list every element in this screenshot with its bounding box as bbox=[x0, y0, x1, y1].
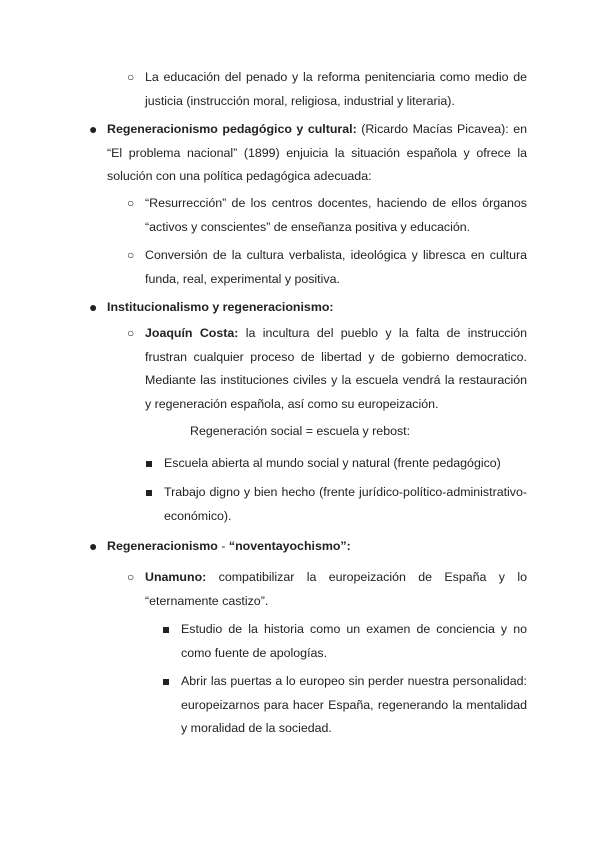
list-item bbox=[181, 670, 527, 741]
square-bullet-icon bbox=[163, 627, 169, 633]
item-text: Trabajo digno y bien hecho (frente jurídico-político-administrativo-económico). bbox=[164, 485, 527, 523]
list-item bbox=[107, 535, 527, 559]
item-text: (Ricardo Macías Picavea): en “El problema nacional” (1899) enjuicia la situación española y ofrece la solución con una política pedagógica adecuada: bbox=[107, 122, 527, 183]
square-bullet-icon bbox=[146, 461, 152, 467]
item-heading: Joaquín Costa: bbox=[145, 326, 239, 340]
item-heading: “noventayochismo”: bbox=[228, 539, 351, 553]
list-item bbox=[145, 244, 527, 291]
item-text: Abrir las puertas a lo europeo sin perder nuestra personalidad: europeizarnos para hacer España, regenerando la mentalidad y moralidad de la sociedad. bbox=[181, 674, 527, 735]
item-heading: Unamuno: bbox=[145, 570, 207, 584]
list-item bbox=[164, 481, 527, 528]
filled-circle-bullet-icon: ● bbox=[89, 538, 98, 554]
item-text: Conversión de la cultura verbalista, ideológica y libresca en cultura funda, real, experimental y positiva. bbox=[145, 248, 527, 286]
list-item bbox=[181, 618, 527, 665]
item-text: Regeneración social = escuela y rebost: bbox=[190, 424, 411, 438]
list-item bbox=[145, 192, 527, 239]
hollow-circle-bullet-icon: ○ bbox=[127, 570, 135, 584]
item-text: La educación del penado y la reforma penitenciaria como medio de justicia (instrucción moral, religiosa, industrial y literaria). bbox=[145, 70, 527, 108]
item-text: Escuela abierta al mundo social y natural (frente pedagógico) bbox=[164, 456, 501, 470]
item-text: Estudio de la historia como un examen de conciencia y no como fuente de apologías. bbox=[181, 622, 527, 660]
list-item bbox=[107, 118, 527, 189]
filled-circle-bullet-icon: ● bbox=[89, 299, 98, 315]
item-heading: Institucionalismo y regeneracionismo: bbox=[107, 300, 334, 314]
list-item bbox=[164, 452, 527, 476]
filled-circle-bullet-icon: ● bbox=[89, 121, 98, 137]
formula-line bbox=[190, 420, 527, 444]
hollow-circle-bullet-icon: ○ bbox=[127, 326, 135, 340]
hollow-circle-bullet-icon: ○ bbox=[127, 248, 135, 262]
list-item bbox=[145, 322, 527, 416]
hollow-circle-bullet-icon: ○ bbox=[127, 70, 135, 84]
hollow-circle-bullet-icon: ○ bbox=[127, 196, 135, 210]
list-item bbox=[145, 66, 527, 113]
square-bullet-icon bbox=[146, 490, 152, 496]
list-item bbox=[145, 566, 527, 613]
list-item bbox=[107, 296, 527, 320]
item-text: la incultura del pueblo y la falta de instrucción frustran cualquier proceso de libertad y de gobierno democratico. Mediante las instituciones civiles y la escuela vendrá la restauración y regeneración española, así como su europeización. bbox=[145, 326, 527, 411]
square-bullet-icon bbox=[163, 679, 169, 685]
item-heading: Regeneracionismo bbox=[107, 539, 218, 553]
item-text: “Resurrección” de los centros docentes, haciendo de ellos órganos “activos y conscientes” de enseñanza positiva y educación. bbox=[145, 196, 527, 234]
item-text: compatibilizar la europeización de España y lo “eternamente castizo”. bbox=[145, 570, 527, 608]
item-text: - bbox=[217, 539, 229, 553]
item-heading: Regeneracionismo pedagógico y cultural: bbox=[107, 122, 357, 136]
